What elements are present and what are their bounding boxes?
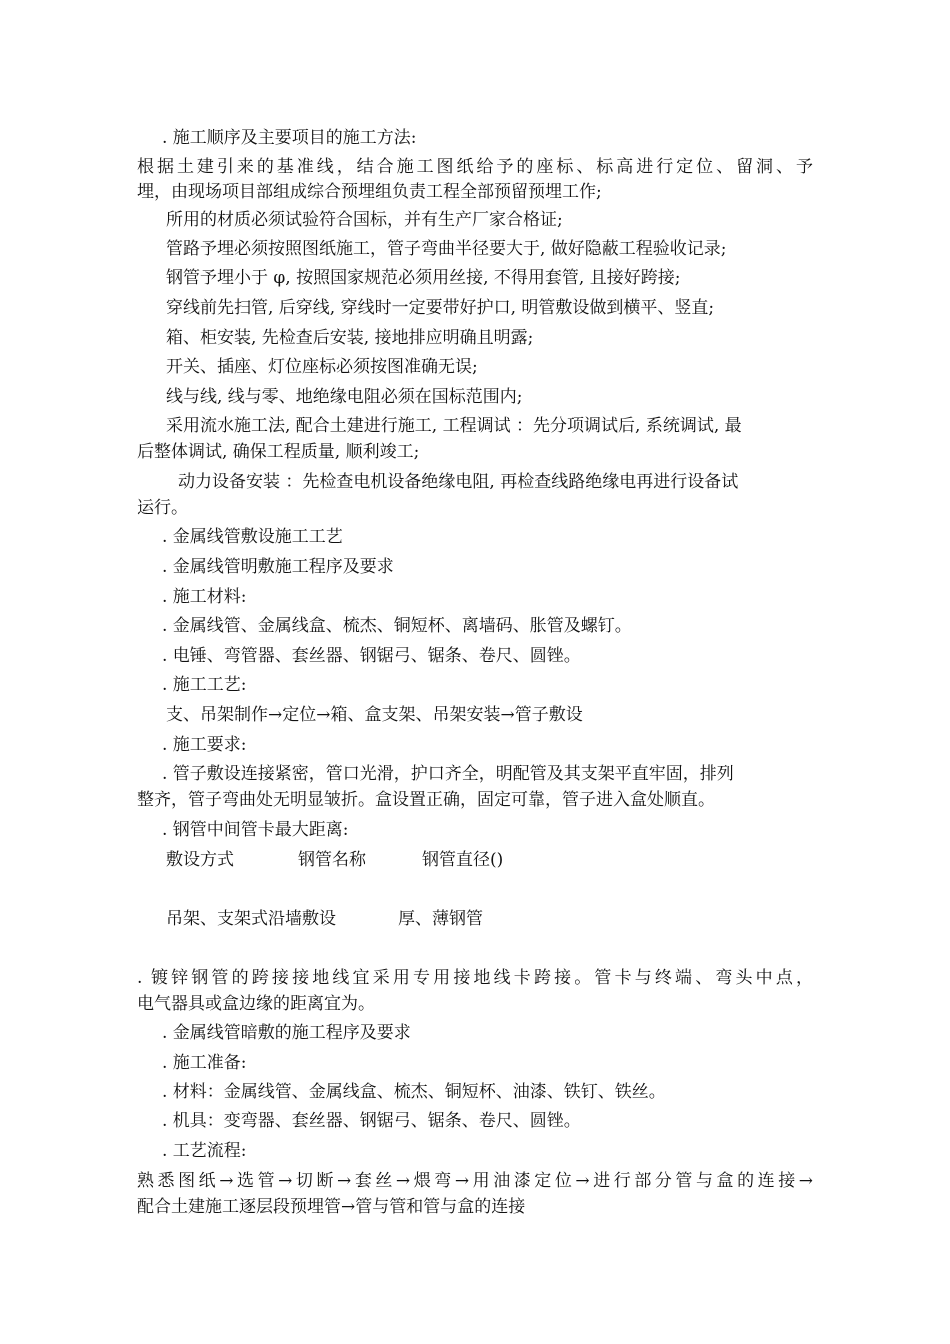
section-heading: . 施工要求:	[162, 735, 247, 755]
table-header-cell: 钢管名称	[298, 850, 366, 870]
paragraph-line: 整齐，管子弯曲处无明显皱折。盒设置正确，固定可靠，管子进入盒处顺直。	[137, 790, 715, 810]
paragraph-line: 采用流水施工法, 配合土建进行施工, 工程调试 ：先分项调试后, 系统调试, 最	[166, 416, 742, 436]
section-heading: . 钢管中间管卡最大距离:	[162, 820, 349, 840]
paragraph-line: 开关、插座、灯位座标必须按图准确无误;	[166, 357, 478, 377]
paragraph-line: 根据土建引来的基准线，结合施工图纸给予的座标、标高进行定位、留洞、予	[137, 157, 813, 177]
paragraph-line: 动力设备安装 ：先检查电机设备绝缘电阻, 再检查线路绝缘电再进行设备试	[178, 472, 739, 492]
paragraph-line: 管路予埋必须按照图纸施工，管子弯曲半径要大于, 做好隐蔽工程验收记录;	[166, 239, 727, 259]
table-header-cell: 钢管直径()	[422, 850, 504, 870]
table-header-row	[0, 848, 950, 872]
paragraph-line: 线与线, 线与零、地绝缘电阻必须在国标范围内;	[166, 387, 523, 407]
paragraph-line: 电气器具或盒边缘的距离宜为。	[137, 994, 375, 1014]
paragraph-line: 运行。	[137, 498, 188, 518]
paragraph-line: 埋，由现场项目部组成综合预埋组负责工程全部预留预埋工作;	[137, 182, 602, 202]
paragraph-line: . 管子敷设连接紧密，管口光滑，护口齐全，明配管及其支架平直牢固，排列	[162, 764, 734, 784]
paragraph-line: 箱、柜安装, 先检查后安装, 接地排应明确且明露;	[166, 328, 534, 348]
paragraph-line: . 机具：变弯器、套丝器、钢锯弓、锯条、卷尺、圆锉。	[162, 1111, 581, 1131]
process-flow: 熟悉图纸→选管→切断→套丝→煨弯→用油漆定位→进行部分管与盒的连接→	[137, 1171, 813, 1191]
paragraph-line: . 金属线管、金属线盒、梳杰、铜短杯、离墙码、胀管及螺钉。	[162, 616, 632, 636]
section-heading: . 施工顺序及主要项目的施工方法:	[162, 128, 417, 148]
section-heading: . 施工材料:	[162, 587, 247, 607]
paragraph-line: 钢管予埋小于 φ, 按照国家规范必须用丝接, 不得用套管, 且接好跨接;	[166, 268, 681, 288]
paragraph-line: . 材料：金属线管、金属线盒、梳杰、铜短杯、油漆、铁钉、铁丝。	[162, 1082, 666, 1102]
paragraph-line: 后整体调试, 确保工程质量, 顺利竣工;	[137, 442, 420, 462]
section-heading: . 金属线管明敷施工程序及要求	[162, 557, 394, 577]
table-cell: 厚、薄钢管	[398, 909, 483, 929]
table-cell: 吊架、支架式沿墙敷设	[166, 909, 336, 929]
section-heading: . 施工工艺:	[162, 675, 247, 695]
paragraph-line: . 电锤、弯管器、套丝器、钢锯弓、锯条、卷尺、圆锉。	[162, 646, 581, 666]
process-flow: 配合土建施工逐层段预埋管→管与管和管与盒的连接	[137, 1197, 526, 1217]
paragraph-line: 穿线前先扫管, 后穿线, 穿线时一定要带好护口, 明管敷设做到横平、竖直;	[166, 298, 715, 318]
process-flow: 支、吊架制作→定位→箱、盒支架、吊架安装→管子敷设	[166, 705, 583, 725]
section-heading: . 工艺流程:	[162, 1141, 247, 1161]
table-header-cell: 敷设方式	[166, 850, 234, 870]
section-heading: . 金属线管敷设施工工艺	[162, 527, 343, 547]
table-row	[0, 907, 950, 931]
section-heading: . 金属线管暗敷的施工程序及要求	[162, 1023, 411, 1043]
paragraph-line: . 镀锌钢管的跨接接地线宜采用专用接地线卡跨接。管卡与终端、弯头中点，	[137, 968, 813, 988]
paragraph-line: 所用的材质必须试验符合国标，并有生产厂家合格证;	[166, 210, 563, 230]
section-heading: . 施工准备:	[162, 1053, 247, 1073]
